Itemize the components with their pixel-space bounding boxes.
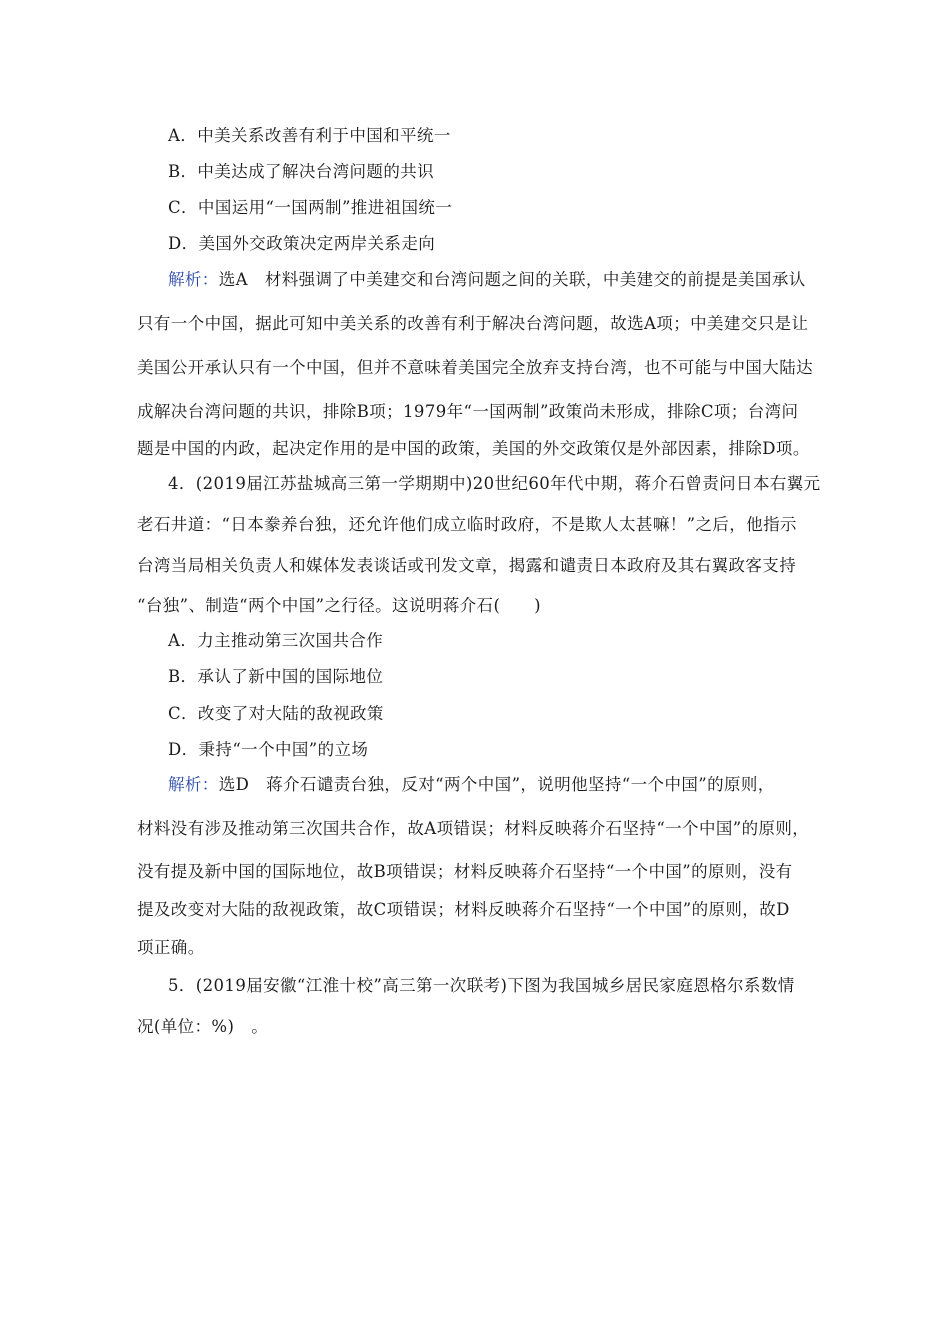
q4-option-d: D．秉持“一个中国”的立场 [168, 740, 369, 759]
q3-analysis-first-line [168, 268, 858, 292]
analysis-label: 解析： [168, 270, 219, 289]
q3-option-d: D．美国外交政策决定两岸关系走向 [168, 234, 436, 253]
q4-analysis-line: 材料没有涉及推动第三次国共合作，故A项错误；材料反映蒋介石坚持“一个中国”的原则， [137, 819, 810, 838]
q3-analysis-text: 选A 材料强调了中美建交和台湾问题之间的关联，中美建交的前提是美国承认 [218, 270, 806, 289]
q5-stem-line: 况(单位：%) 。 [137, 1017, 269, 1036]
q3-option-c: C．中国运用“一国两制”推进祖国统一 [168, 198, 453, 217]
q3-option-a: A．中美关系改善有利于中国和平统一 [168, 126, 451, 145]
q5-stem-first-line: 5．(2019届安徽“江淮十校”高三第一次联考)下图为我国城乡居民家庭恩格尔系数情 [168, 976, 795, 995]
q4-analysis-line: 提及改变对大陆的敌视政策，故C项错误；材料反映蒋介石坚持“一个中国”的原则，故D [137, 900, 790, 919]
q4-stem-line: “台独”、制造“两个中国”之行径。这说明蒋介石( ) [137, 596, 541, 615]
q3-analysis-line: 成解决台湾问题的共识，排除B项；1979年“一国两制”政策尚未形成，排除C项；台湾问 [137, 402, 799, 421]
q4-analysis-first-line [168, 773, 858, 797]
q4-stem-line: 老石井道：“日本豢养台独，还允许他们成立临时政府，不是欺人太甚嘛！”之后，他指示 [137, 515, 797, 534]
q3-analysis-line: 只有一个中国，据此可知中美关系的改善有利于解决台湾问题，故选A项；中美建交只是让 [137, 314, 809, 333]
q3-option-b: B．中美达成了解决台湾问题的共识 [168, 162, 435, 181]
q3-analysis-line: 题是中国的内政，起决定作用的是中国的政策，美国的外交政策仅是外部因素，排除D项。 [137, 439, 810, 458]
q4-analysis-line: 项正确。 [137, 938, 205, 957]
q4-analysis-line: 没有提及新中国的国际地位，故B项错误；材料反映蒋介石坚持“一个中国”的原则，没有 [137, 862, 793, 881]
q4-stem-line: 台湾当局相关负责人和媒体发表谈话或刊发文章，揭露和谴责日本政府及其右翼政客支持 [137, 556, 797, 575]
q4-option-a: A．力主推动第三次国共合作 [168, 631, 384, 650]
q4-analysis-text: 选D 蒋介石谴责台独，反对“两个中国”，说明他坚持“一个中国”的原则， [218, 775, 775, 794]
analysis-label: 解析： [168, 775, 219, 794]
q4-stem-first-line: 4．(2019届江苏盐城高三第一学期期中)20世纪60年代中期，蒋介石曾责问日本右翼元 [168, 474, 821, 493]
q3-analysis-line: 美国公开承认只有一个中国，但并不意味着美国完全放弃支持台湾，也不可能与中国大陆达 [137, 358, 813, 377]
q4-option-b: B．承认了新中国的国际地位 [168, 667, 384, 686]
q4-option-c: C．改变了对大陆的敌视政策 [168, 704, 384, 723]
